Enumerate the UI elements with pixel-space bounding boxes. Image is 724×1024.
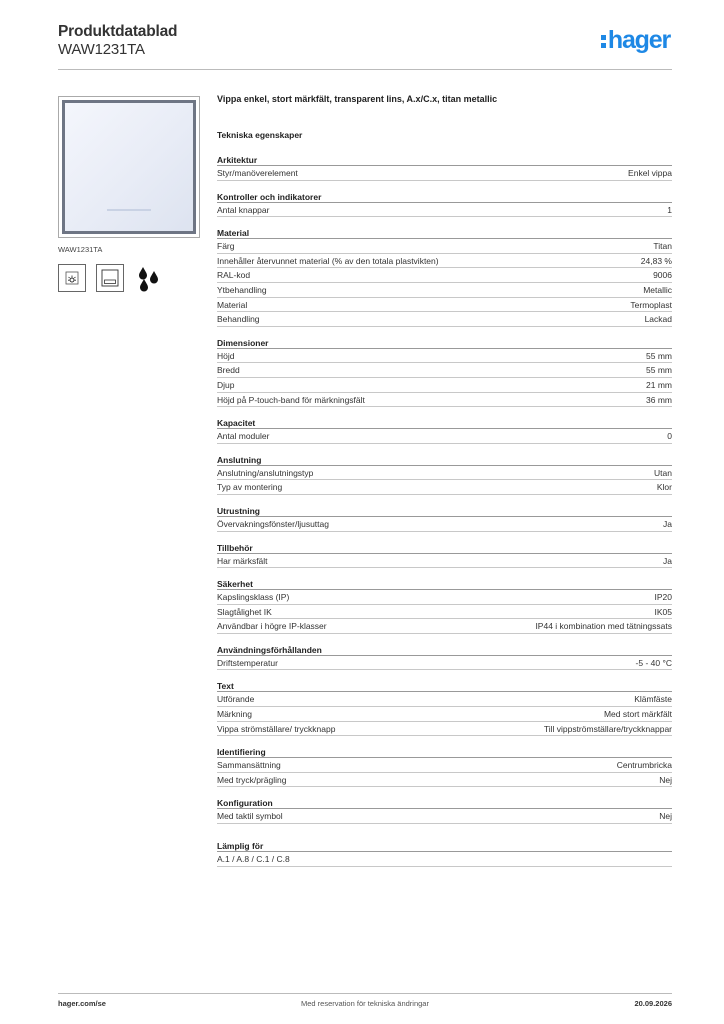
specifications (217, 94, 672, 877)
spec-section (217, 417, 672, 444)
spec-row (217, 312, 672, 327)
suitable-section (217, 840, 672, 867)
logo-colon-icon (601, 33, 607, 49)
product-code: WAW1231TA (58, 41, 145, 58)
page-footer (58, 993, 672, 1013)
spec-label: Behandling (217, 314, 260, 325)
spec-label: Färg (217, 241, 235, 252)
spec-value: 55 mm (646, 365, 672, 376)
spec-value: 21 mm (646, 379, 672, 390)
product-image (58, 96, 200, 238)
section-title: Kapacitet (217, 417, 672, 429)
spec-label: Antal moduler (217, 431, 270, 442)
spec-section (217, 154, 672, 181)
spec-label: Med tryck/prägling (217, 774, 287, 785)
footer-website: hager.com/se (58, 999, 106, 1008)
spec-value: Nej (659, 811, 672, 822)
spec-label: Kapslingsklass (IP) (217, 592, 290, 603)
spec-value: IK05 (654, 606, 672, 617)
spec-value: IP44 i kombination med tätningssats (535, 621, 672, 632)
spec-row (217, 349, 672, 364)
logo-text: hager (607, 26, 670, 54)
spec-label: Märkning (217, 709, 252, 720)
spec-label: RAL-kod (217, 270, 251, 281)
water-drops-icon (134, 264, 162, 292)
spec-label: Innehåller återvunnet material (% av den totala plastvikten) (217, 255, 439, 266)
spec-section (217, 542, 672, 569)
spec-value: Klor (656, 482, 672, 493)
spec-row (217, 758, 672, 773)
spec-value: Ja (663, 518, 672, 529)
spec-section (217, 505, 672, 532)
spec-label: Bredd (217, 365, 240, 376)
spec-section (217, 191, 672, 218)
spec-value: -5 - 40 °C (635, 657, 672, 668)
section-title: Kontroller och indikatorer (217, 191, 672, 203)
section-title: Text (217, 680, 672, 692)
spec-label: Djup (217, 379, 235, 390)
spec-label: Slagtålighet IK (217, 606, 272, 617)
spec-row (217, 283, 672, 298)
spec-row (217, 480, 672, 495)
spec-label: Vippa strömställare/ tryckknapp (217, 723, 336, 734)
page-header (58, 20, 672, 70)
spec-value: Nej (659, 774, 672, 785)
spec-label: Med taktil symbol (217, 811, 283, 822)
spec-section (217, 454, 672, 495)
section-title: Säkerhet (217, 578, 672, 590)
spec-label: Ytbehandling (217, 284, 267, 295)
section-title: Anslutning (217, 454, 672, 466)
spec-value: Med stort märkfält (603, 709, 672, 720)
spec-label: Sammansättning (217, 760, 281, 771)
spec-value: 9006 (653, 270, 672, 281)
spec-row (217, 656, 672, 671)
spec-section (217, 337, 672, 407)
spec-row (217, 429, 672, 444)
image-caption: WAW1231TA (58, 245, 103, 254)
spec-sections (217, 154, 672, 824)
spec-row (217, 203, 672, 218)
spec-row (217, 809, 672, 824)
document-title: Produktdatablad (58, 23, 178, 40)
spec-row (217, 707, 672, 722)
spec-row (217, 722, 672, 737)
spec-row (217, 773, 672, 788)
hager-logo (601, 26, 670, 55)
spec-value: Till vippströmställare/tryckknappar (543, 723, 672, 734)
spec-value: Lackad (644, 314, 672, 325)
spec-section (217, 746, 672, 787)
spec-section (217, 578, 672, 634)
properties-heading: Tekniska egenskaper (217, 130, 303, 140)
lamp-symbol-icon (58, 264, 86, 292)
spec-row (217, 254, 672, 269)
spec-section (217, 797, 672, 824)
spec-row (217, 590, 672, 605)
spec-row (217, 239, 672, 254)
spec-value: Metallic (643, 284, 672, 295)
section-title: Identifiering (217, 746, 672, 758)
spec-row (217, 378, 672, 393)
spec-row (217, 393, 672, 408)
label-field-line (107, 209, 151, 211)
spec-label: Övervakningsfönster/ljusuttag (217, 518, 329, 529)
section-title: Arkitektur (217, 154, 672, 166)
spec-value: Titan (653, 241, 672, 252)
spec-row (217, 166, 672, 181)
footer-disclaimer: Med reservation för tekniska ändringar (301, 999, 429, 1008)
section-title: Tillbehör (217, 542, 672, 554)
spec-label: A.1 / A.8 / C.1 / C.8 (217, 854, 290, 865)
spec-value: Termoplast (630, 299, 672, 310)
spec-label: Höjd (217, 350, 235, 361)
spec-label: Har märksfält (217, 555, 268, 566)
section-title: Konfiguration (217, 797, 672, 809)
spec-row (217, 619, 672, 634)
product-description: Vippa enkel, stort märkfält, transparent lins, A.x/C.x, titan metallic (217, 94, 498, 104)
spec-label: Anslutning/anslutningstyp (217, 467, 314, 478)
spec-value: Klämfäste (634, 694, 672, 705)
spec-value: IP20 (654, 592, 672, 603)
spec-row (217, 852, 672, 867)
spec-row (217, 466, 672, 481)
spec-value: Enkel vippa (628, 168, 672, 178)
spec-label: Typ av montering (217, 482, 283, 493)
spec-label: Styr/manöverelement (217, 168, 298, 178)
spec-section (217, 680, 672, 736)
spec-section (217, 644, 672, 671)
section-title: Användningsförhållanden (217, 644, 672, 656)
spec-value: Centrumbricka (616, 760, 672, 771)
feature-icons (58, 264, 162, 292)
spec-row (217, 517, 672, 532)
spec-value: 0 (667, 431, 672, 442)
spec-value: Ja (663, 555, 672, 566)
spec-value: 36 mm (646, 394, 672, 405)
frame-symbol-icon (96, 264, 124, 292)
spec-row (217, 363, 672, 378)
section-title: Utrustning (217, 505, 672, 517)
spec-section (217, 227, 672, 327)
spec-value: 55 mm (646, 350, 672, 361)
spec-value: 24,83 % (640, 255, 672, 266)
spec-row (217, 298, 672, 313)
section-title: Lämplig för (217, 840, 672, 852)
spec-label: Användbar i högre IP-klasser (217, 621, 327, 632)
spec-label: Material (217, 299, 248, 310)
section-title: Dimensioner (217, 337, 672, 349)
spec-label: Höjd på P-touch-band för märkningsfält (217, 394, 365, 405)
spec-row (217, 268, 672, 283)
footer-date: 20.09.2026 (634, 999, 672, 1008)
spec-row (217, 692, 672, 707)
spec-row (217, 554, 672, 569)
spec-value: 1 (667, 204, 672, 215)
spec-label: Driftstemperatur (217, 657, 278, 668)
spec-row (217, 605, 672, 620)
spec-label: Utförande (217, 694, 255, 705)
switch-plate-image (62, 100, 196, 234)
spec-label: Antal knappar (217, 204, 270, 215)
section-title: Material (217, 227, 672, 239)
spec-value: Utan (654, 467, 672, 478)
